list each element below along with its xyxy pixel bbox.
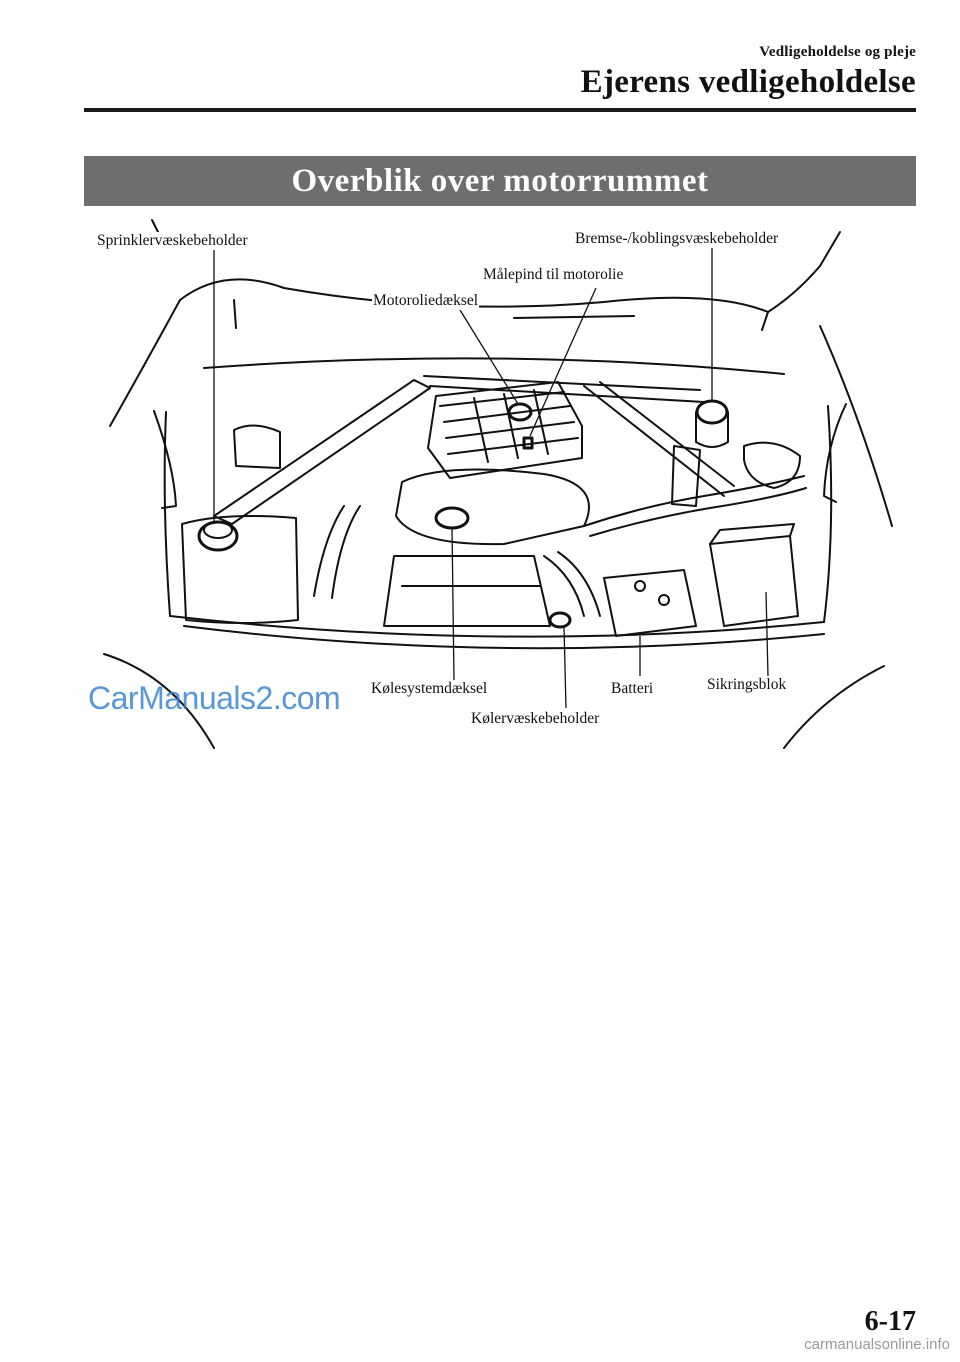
callout-coolant-reservoir: Kølervæskebeholder (471, 710, 600, 727)
page-number: 6-17 (864, 1306, 916, 1337)
callout-brake-fluid-reservoir: Bremse-/koblingsvæskebeholder (575, 230, 779, 247)
callout-oil-dipstick: Målepind til motorolie (483, 266, 624, 283)
header-chapter-title: Ejerens vedligeholdelse (580, 64, 916, 100)
header-section-label: Vedligeholdelse og pleje (759, 44, 916, 60)
callout-battery: Batteri (611, 680, 654, 697)
callout-oil-filler-cap: Motoroliedæksel (373, 292, 479, 309)
callout-washer-reservoir: Sprinklervæskebeholder (97, 232, 248, 249)
callout-fuse-block: Sikringsblok (707, 676, 787, 693)
callout-cooling-system-cap: Kølesystemdæksel (371, 680, 488, 697)
section-title-band: Overblik over motorrummet (84, 156, 916, 206)
watermark: CarManuals2.com (88, 680, 341, 716)
footer-url: carmanualsonline.info (804, 1336, 950, 1353)
header-rule (84, 108, 916, 112)
